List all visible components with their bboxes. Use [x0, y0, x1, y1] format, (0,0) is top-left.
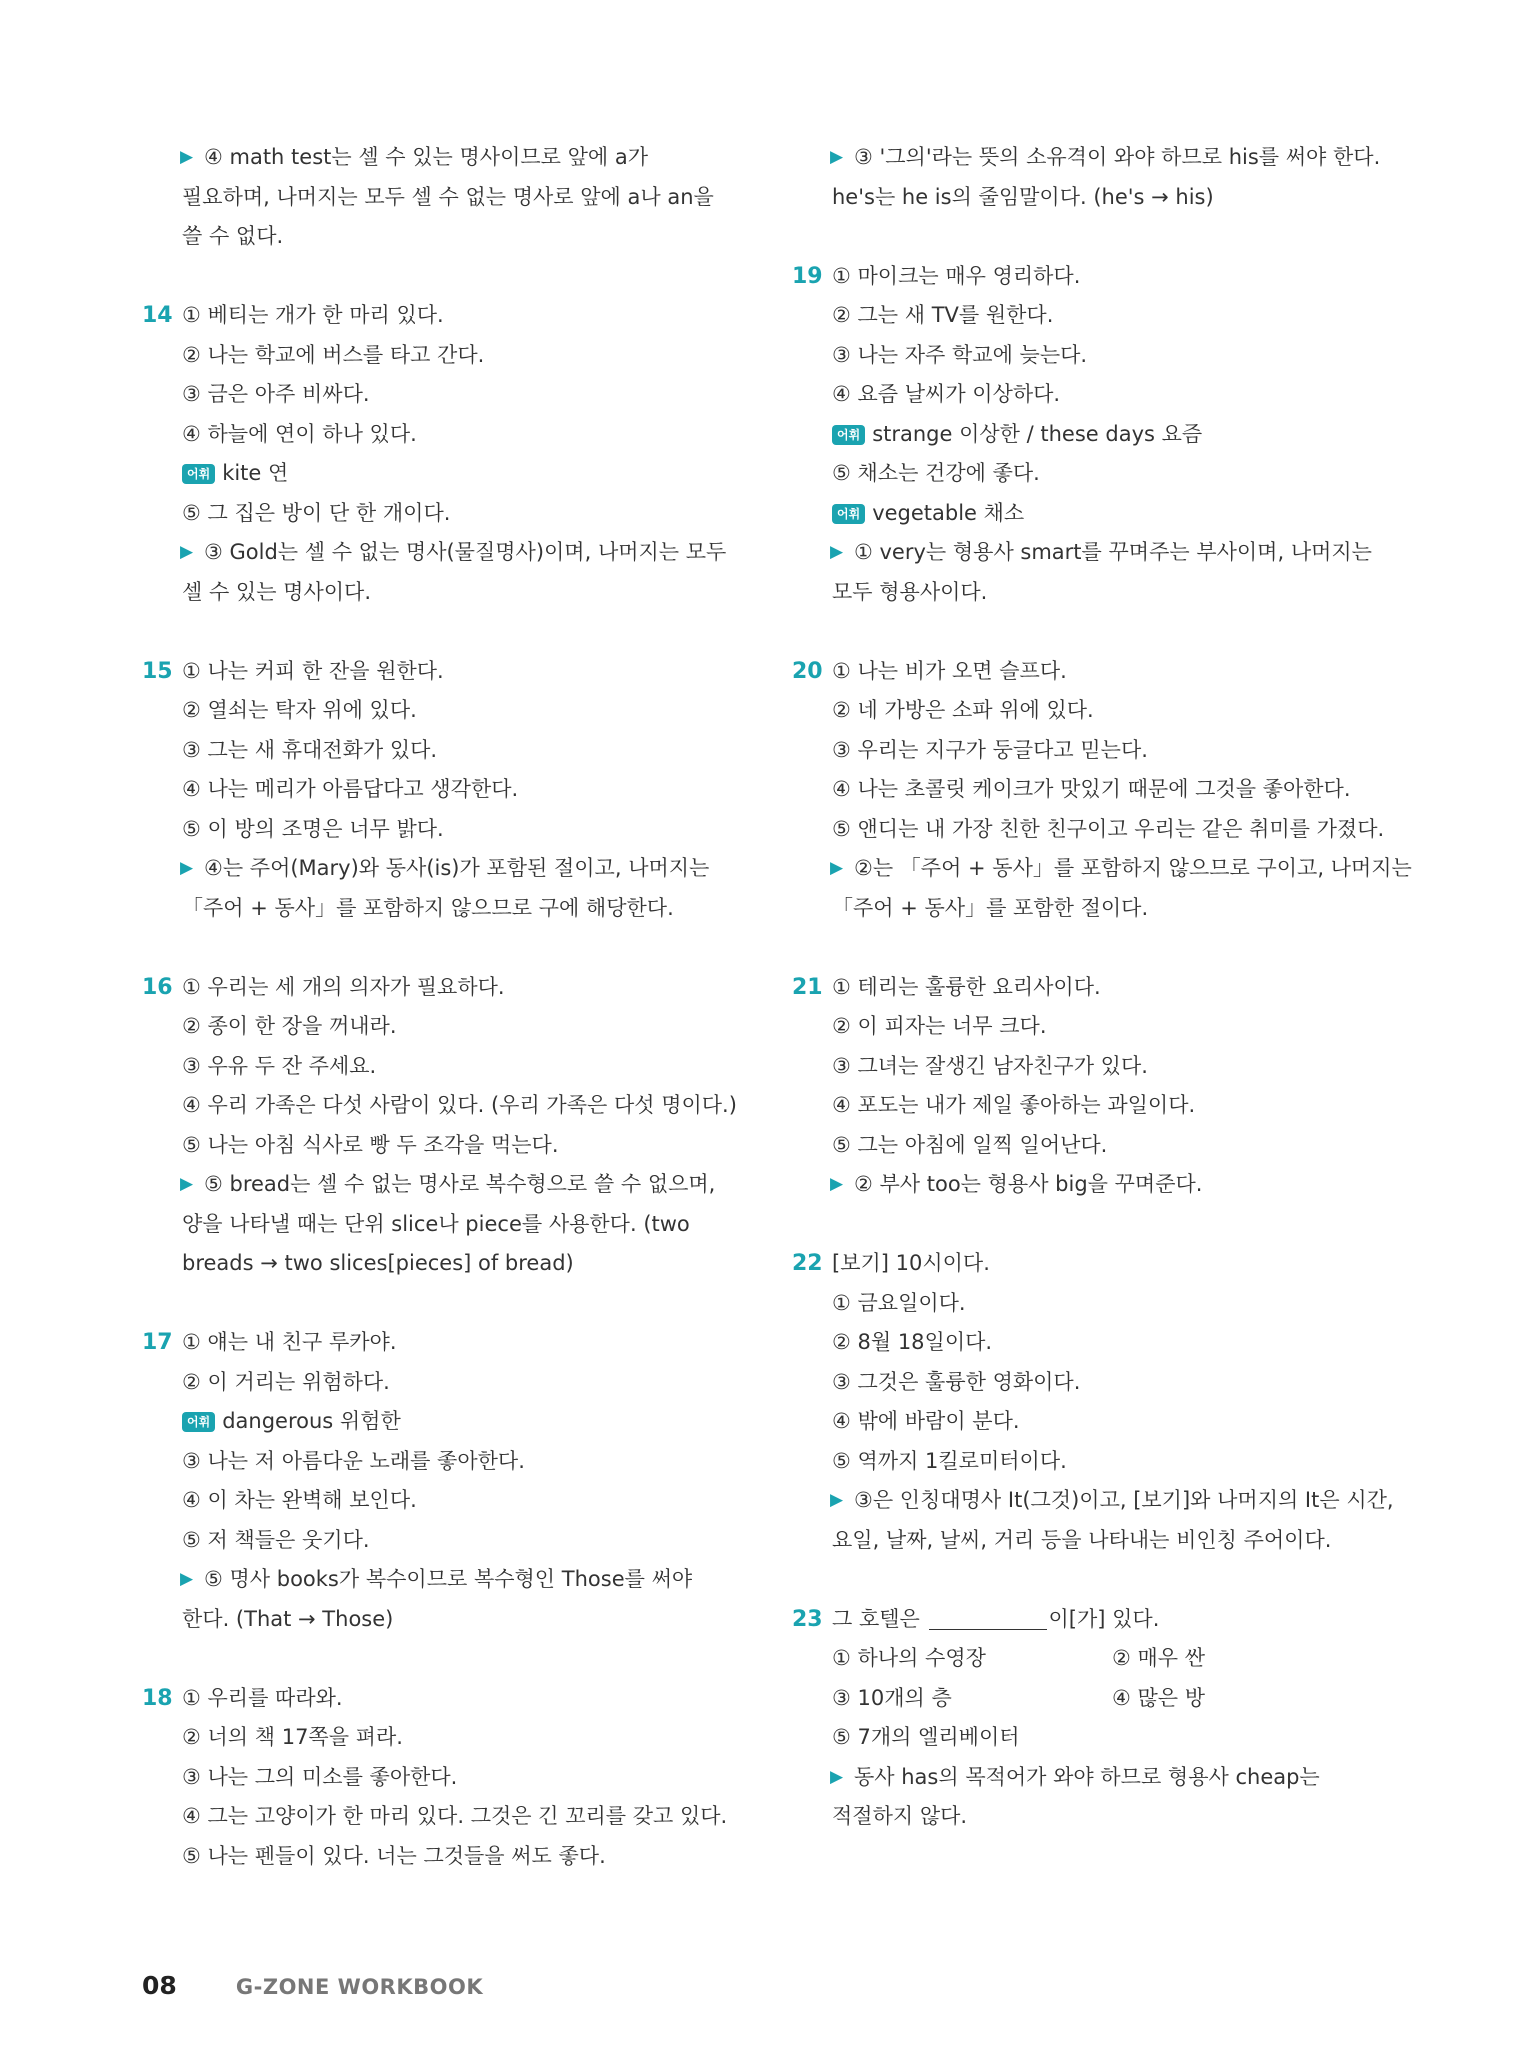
explanation-line: 양을 나타낼 때는 단위 slice나 piece를 사용한다. (two: [182, 1211, 690, 1236]
option-line: ⑤ 이 방의 조명은 너무 밝다.: [182, 816, 444, 841]
question-16: 16 ① 우리는 세 개의 의자가 필요하다.: [142, 968, 702, 1008]
question-number: 17: [142, 1330, 173, 1355]
option-line: ③ 우유 두 잔 주세요.: [182, 1053, 377, 1078]
arrow-icon: ▶: [180, 1569, 194, 1589]
question-20: 20 ① 나는 비가 오면 슬프다.: [792, 652, 1352, 692]
option-line: ② 그는 새 TV를 원한다.: [832, 303, 1054, 327]
explanation-line: 「주어 + 동사」를 포함하지 않으므로 구에 해당한다.: [182, 895, 674, 920]
page-footer: [142, 1966, 483, 2006]
question-number: 23: [792, 1606, 823, 1632]
question-17: 17 ① 얘는 내 친구 루카야.: [142, 1323, 702, 1363]
explanation-line: he's는 he is의 줄임말이다. (he's → his): [832, 184, 1214, 209]
option-line: ④ 밖에 바람이 분다.: [832, 1409, 1020, 1433]
arrow-icon: ▶: [830, 542, 844, 562]
explanation-line: ▶ ⑤ bread는 셀 수 없는 명사로 복수형으로 쓸 수 없으며,: [142, 1165, 702, 1205]
question-19: 19 ① 마이크는 매우 영리하다.: [792, 257, 1352, 297]
explanation-line: ▶ ④ math test는 셀 수 있는 명사이므로 앞에 a가: [142, 138, 702, 178]
option-line: ② 8월 18일이다.: [832, 1330, 993, 1354]
option-line: ③ 그는 새 휴대전화가 있다.: [182, 737, 438, 762]
question-number: 18: [142, 1685, 173, 1711]
explanation-line: ▶ ⑤ 명사 books가 복수이므로 복수형인 Those를 써야: [142, 1560, 702, 1600]
vocab-badge: 어휘: [832, 504, 865, 524]
explanation-line: 요일, 날짜, 날씨, 거리 등을 나타내는 비인칭 주어이다.: [832, 1527, 1332, 1552]
explanation-line: breads → two slices[pieces] of bread): [182, 1251, 574, 1275]
page-number: 08: [142, 1971, 177, 2000]
explanation-line: ▶ 동사 has의 목적어가 와야 하므로 형용사 cheap는: [792, 1758, 1352, 1798]
explanation-line: 적절하지 않다.: [832, 1804, 968, 1828]
question-number: 20: [792, 658, 823, 684]
left-column: [142, 138, 737, 1876]
option-line: ② 이 거리는 위험하다.: [182, 1369, 390, 1394]
option-line: ③ 10개의 층 ④ 많은 방: [832, 1685, 1206, 1710]
option-line: ① 금요일이다.: [832, 1290, 966, 1315]
option-line: ④ 하늘에 연이 하나 있다.: [182, 421, 417, 446]
question-number: 16: [142, 974, 173, 1000]
question-21: 21 ① 테리는 훌륭한 요리사이다.: [792, 968, 1352, 1008]
explanation-line: ▶ ④는 주어(Mary)와 동사(is)가 포함된 절이고, 나머지는: [142, 849, 702, 889]
vocab-line: 어휘 vegetable 채소: [792, 494, 1352, 534]
option-line: ② 이 피자는 너무 크다.: [832, 1014, 1047, 1038]
question-number: 19: [792, 263, 823, 289]
option-line: ⑤ 나는 아침 식사로 빵 두 조각을 먹는다.: [182, 1132, 559, 1157]
option-line: ④ 이 차는 완벽해 보인다.: [182, 1488, 417, 1512]
option-line: ④ 요즘 날씨가 이상하다.: [832, 382, 1061, 406]
answer-blank: [929, 1607, 1047, 1630]
option-line: ③ 금은 아주 비싸다.: [182, 382, 370, 406]
question-23: 23 그 호텔은 이[가] 있다.: [792, 1600, 1352, 1640]
option-line: ③ 그것은 훌륭한 영화이다.: [832, 1369, 1081, 1394]
option-line: ⑤ 나는 펜들이 있다. 너는 그것들을 써도 좋다.: [182, 1843, 606, 1868]
option-line: ③ 우리는 지구가 둥글다고 믿는다.: [832, 737, 1148, 762]
explanation-line: 셀 수 있는 명사이다.: [182, 579, 371, 604]
option-line: ⑤ 채소는 건강에 좋다.: [832, 461, 1040, 485]
explanation-line: ▶ ③은 인칭대명사 It(그것)이고, [보기]와 나머지의 It은 시간,: [792, 1481, 1352, 1521]
vocab-badge: 어휘: [182, 464, 215, 484]
option-line: ③ 나는 자주 학교에 늦는다.: [832, 342, 1088, 367]
vocab-line: 어휘 strange 이상한 / these days 요즘: [792, 415, 1352, 455]
explanation-line: ▶ ② 부사 too는 형용사 big을 꾸며준다.: [792, 1165, 1352, 1205]
explanation-line: 「주어 + 동사」를 포함한 절이다.: [832, 895, 1149, 920]
arrow-icon: ▶: [180, 858, 194, 878]
option-line: ④ 그는 고양이가 한 마리 있다. 그것은 긴 꼬리를 갖고 있다.: [182, 1804, 728, 1828]
arrow-icon: ▶: [830, 1490, 844, 1510]
question-18: 18 ① 우리를 따라와.: [142, 1679, 702, 1719]
book-title: G-ZONE WORKBOOK: [235, 1975, 484, 1999]
question-number: 21: [792, 974, 823, 1000]
option-line: ③ 나는 저 아름다운 노래를 좋아한다.: [182, 1448, 525, 1473]
vocab-badge: 어휘: [182, 1412, 215, 1432]
explanation-line: 한다. (That → Those): [182, 1606, 394, 1631]
arrow-icon: ▶: [830, 1174, 844, 1194]
explanation-line: ▶ ① very는 형용사 smart를 꾸며주는 부사이며, 나머지는: [792, 533, 1352, 573]
option-line: ② 열쇠는 탁자 위에 있다.: [182, 698, 417, 722]
explanation-line: 필요하며, 나머지는 모두 셀 수 없는 명사로 앞에 a나 an을: [182, 184, 714, 209]
question-number: 15: [142, 658, 173, 684]
option-line: ③ 나는 그의 미소를 좋아한다.: [182, 1764, 458, 1789]
option-line: ① 하나의 수영장 ② 매우 싼: [832, 1646, 1206, 1670]
explanation-line: 모두 형용사이다.: [832, 579, 988, 604]
arrow-icon: ▶: [830, 147, 844, 167]
option-line: ② 나는 학교에 버스를 타고 간다.: [182, 342, 485, 367]
explanation-line: ▶ ③ '그의'라는 뜻의 소유격이 와야 하므로 his를 써야 한다.: [792, 138, 1352, 178]
option-line: ② 종이 한 장을 꺼내라.: [182, 1014, 397, 1038]
vocab-line: 어휘 kite 연: [142, 454, 702, 494]
option-line: ⑤ 역까지 1킬로미터이다.: [832, 1448, 1067, 1473]
option-line: ④ 나는 메리가 아름답다고 생각한다.: [182, 777, 519, 801]
option-line: ④ 포도는 내가 제일 좋아하는 과일이다.: [832, 1093, 1196, 1117]
option-line: ③ 그녀는 잘생긴 남자친구가 있다.: [832, 1053, 1148, 1078]
question-22: 22 [보기] 10시이다.: [792, 1244, 1352, 1284]
explanation-line: 쓸 수 없다.: [182, 224, 284, 248]
right-column: [792, 138, 1412, 1837]
vocab-badge: 어휘: [832, 425, 865, 445]
question-14: 14 ① 베티는 개가 한 마리 있다.: [142, 296, 702, 336]
option-line: ④ 나는 초콜릿 케이크가 맛있기 때문에 그것을 좋아한다.: [832, 777, 1351, 801]
arrow-icon: ▶: [180, 147, 194, 167]
explanation-line: ▶ ③ Gold는 셀 수 없는 명사(물질명사)이며, 나머지는 모두: [142, 533, 702, 573]
option-line: ⑤ 그 집은 방이 단 한 개이다.: [182, 500, 451, 525]
arrow-icon: ▶: [180, 542, 194, 562]
option-line: ⑤ 7개의 엘리베이터: [832, 1725, 1020, 1749]
arrow-icon: ▶: [180, 1174, 194, 1194]
option-line: ⑤ 그는 아침에 일찍 일어난다.: [832, 1132, 1108, 1157]
arrow-icon: ▶: [830, 1766, 844, 1787]
question-number: 22: [792, 1251, 823, 1276]
arrow-icon: ▶: [830, 858, 844, 878]
explanation-line: ▶ ②는 「주어 + 동사」를 포함하지 않으므로 구이고, 나머지는: [792, 849, 1352, 889]
vocab-line: 어휘 dangerous 위험한: [142, 1402, 702, 1442]
option-line: ⑤ 앤디는 내 가장 친한 친구이고 우리는 같은 취미를 가졌다.: [832, 816, 1385, 841]
option-line: ⑤ 저 책들은 웃기다.: [182, 1527, 370, 1552]
option-line: ② 너의 책 17쪽을 펴라.: [182, 1725, 403, 1749]
option-line: ② 네 가방은 소파 위에 있다.: [832, 698, 1094, 722]
question-number: 14: [142, 303, 173, 328]
question-15: 15 ① 나는 커피 한 잔을 원한다.: [142, 652, 702, 692]
option-line: ④ 우리 가족은 다섯 사람이 있다. (우리 가족은 다섯 명이다.): [182, 1093, 737, 1117]
